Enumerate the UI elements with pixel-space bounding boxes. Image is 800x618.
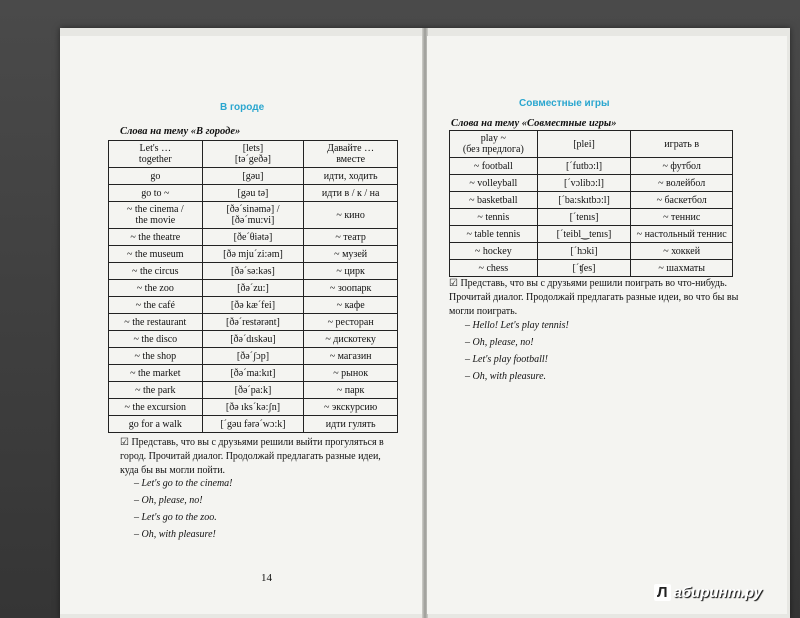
transcription-cell: [ðəˊdıskəu]: [202, 331, 304, 348]
translation-cell: ~ рынок: [304, 365, 398, 382]
word-cell: ~ basketball: [450, 192, 538, 209]
section-header: В городе: [220, 102, 265, 113]
transcription-cell: [ðəˊrestərənt]: [202, 314, 304, 331]
translation-cell: ~ цирк: [304, 263, 398, 280]
dialog: [465, 317, 569, 385]
vocabulary-table: [449, 130, 733, 277]
task-instruction: ☑ Представь, что вы с друзьями решили поиграть во что-нибудь. Прочитай диалог. Продолжай предлагать разные идеи, во что бы вы могли поиграть.: [449, 278, 739, 317]
table-row: [109, 185, 398, 202]
translation-cell: ~ настольный теннис: [631, 226, 733, 243]
table-row: [109, 202, 398, 229]
table-row: [109, 229, 398, 246]
word-cell: ~ the café: [109, 297, 203, 314]
transcription-cell: [ðəˊpa:k]: [202, 382, 304, 399]
page-number: 14: [261, 572, 272, 584]
translation-cell: ~ волейбол: [631, 175, 733, 192]
transcription-cell: [ðəˊsinəmə] / [ðəˊmu:vi]: [202, 202, 304, 229]
table-row: [450, 158, 733, 175]
table-row: [109, 348, 398, 365]
transcription-cell: [lets] [təˊgeðə]: [202, 141, 304, 168]
dialog-line: – Let's play football!: [465, 354, 548, 365]
word-cell: ~ hockey: [450, 243, 538, 260]
transcription-cell: [ðə mjuˊzi:əm]: [202, 246, 304, 263]
table-row: [109, 331, 398, 348]
table-row: [450, 192, 733, 209]
transcription-cell: [ˊba:skıtbɔ:l]: [537, 192, 631, 209]
transcription-cell: [plei]: [537, 131, 631, 158]
dialog-line: – Oh, with pleasure!: [134, 529, 216, 540]
table-row: [450, 175, 733, 192]
table-row: [109, 297, 398, 314]
transcription-cell: [ˊvɔlibɔ:l]: [537, 175, 631, 192]
table-row: [450, 209, 733, 226]
translation-cell: ~ ресторан: [304, 314, 398, 331]
transcription-cell: [ðə kæˊfei]: [202, 297, 304, 314]
topic-title: Слова на тему «В городе»: [120, 126, 241, 137]
dialog-line: – Hello! Let's play tennis!: [465, 320, 569, 331]
dialog-line: – Oh, please, no!: [134, 495, 203, 506]
transcription-cell: [ˊfutbɔ:l]: [537, 158, 631, 175]
translation-cell: ~ дискотеку: [304, 331, 398, 348]
translation-cell: ~ баскетбол: [631, 192, 733, 209]
translation-cell: ~ хоккей: [631, 243, 733, 260]
transcription-cell: [ðəˊma:kıt]: [202, 365, 304, 382]
transcription-cell: [ðəˊsə:kəs]: [202, 263, 304, 280]
topic-title: Слова на тему «Совместные игры»: [451, 118, 617, 129]
word-cell: ~ the park: [109, 382, 203, 399]
table-row: [450, 226, 733, 243]
task-instruction: ☑ Представь, что вы с друзьями решили выйти прогуляться в город. Прочитай диалог. Продолжай предлагать разные идеи, куда бы вы могли пойти.: [120, 437, 384, 476]
word-cell: Let's … together: [109, 141, 203, 168]
watermark-logo: [654, 584, 762, 601]
dialog-line: – Let's go to the zoo.: [134, 512, 217, 523]
word-cell: ~ volleyball: [450, 175, 538, 192]
word-cell: ~ the zoo: [109, 280, 203, 297]
word-cell: ~ the circus: [109, 263, 203, 280]
table-row: [450, 243, 733, 260]
table-row: [450, 260, 733, 277]
word-cell: ~ the restaurant: [109, 314, 203, 331]
transcription-cell: [ðə ıksˊkə:ʃn]: [202, 399, 304, 416]
table-row: [109, 399, 398, 416]
watermark-text: абиринт.ру: [673, 584, 763, 601]
table-row: [109, 280, 398, 297]
word-cell: play ~ (без предлога): [450, 131, 538, 158]
word-cell: go for a walk: [109, 416, 203, 433]
translation-cell: ~ теннис: [631, 209, 733, 226]
transcription-cell: [ðəˊʃɔp]: [202, 348, 304, 365]
word-cell: ~ football: [450, 158, 538, 175]
table-row: [109, 263, 398, 280]
transcription-cell: [ˊʧes]: [537, 260, 631, 277]
dialog-line: – Oh, with pleasure.: [465, 371, 547, 382]
transcription-cell: [ðeˊθiətə]: [202, 229, 304, 246]
word-cell: ~ table tennis: [450, 226, 538, 243]
table-row: [109, 168, 398, 185]
vocabulary-table: [108, 140, 398, 433]
watermark-box-letter: Л: [654, 584, 671, 601]
transcription-cell: [gəu tə]: [202, 185, 304, 202]
translation-cell: ~ театр: [304, 229, 398, 246]
transcription-cell: [ˊtenıs]: [537, 209, 631, 226]
translation-cell: ~ кино: [304, 202, 398, 229]
translation-cell: ~ парк: [304, 382, 398, 399]
translation-cell: идти, ходить: [304, 168, 398, 185]
word-cell: ~ chess: [450, 260, 538, 277]
table-row: [109, 382, 398, 399]
table-row: [450, 131, 733, 158]
table-row: [109, 416, 398, 433]
translation-cell: ~ магазин: [304, 348, 398, 365]
table-row: [109, 365, 398, 382]
left-page: [60, 36, 422, 614]
section-header: Совместные игры: [519, 98, 610, 109]
word-cell: ~ tennis: [450, 209, 538, 226]
table-row: [109, 314, 398, 331]
transcription-cell: [ˊgəu fərəˊwɔ:k]: [202, 416, 304, 433]
word-cell: go: [109, 168, 203, 185]
table-row: [109, 141, 398, 168]
translation-cell: ~ экскурсию: [304, 399, 398, 416]
word-cell: ~ the shop: [109, 348, 203, 365]
right-page: [427, 36, 787, 614]
word-cell: ~ the disco: [109, 331, 203, 348]
translation-cell: идти гулять: [304, 416, 398, 433]
translation-cell: ~ шахматы: [631, 260, 733, 277]
translation-cell: ~ зоопарк: [304, 280, 398, 297]
dialog: [134, 475, 233, 543]
dialog-line: – Let's go to the cinema!: [134, 478, 233, 489]
translation-cell: ~ кафе: [304, 297, 398, 314]
word-cell: ~ the excursion: [109, 399, 203, 416]
translation-cell: ~ музей: [304, 246, 398, 263]
transcription-cell: [gəu]: [202, 168, 304, 185]
dialog-line: – Oh, please, no!: [465, 337, 534, 348]
transcription-cell: [ˊteibl‿tenıs]: [537, 226, 631, 243]
word-cell: ~ the museum: [109, 246, 203, 263]
word-cell: ~ the cinema / the movie: [109, 202, 203, 229]
word-cell: go to ~: [109, 185, 203, 202]
word-cell: ~ the theatre: [109, 229, 203, 246]
open-book: [60, 28, 790, 618]
translation-cell: играть в: [631, 131, 733, 158]
transcription-cell: [ˊhɔki]: [537, 243, 631, 260]
table-row: [109, 246, 398, 263]
word-cell: ~ the market: [109, 365, 203, 382]
transcription-cell: [ðəˊzu:]: [202, 280, 304, 297]
translation-cell: Давайте … вместе: [304, 141, 398, 168]
translation-cell: идти в / к / на: [304, 185, 398, 202]
translation-cell: ~ футбол: [631, 158, 733, 175]
